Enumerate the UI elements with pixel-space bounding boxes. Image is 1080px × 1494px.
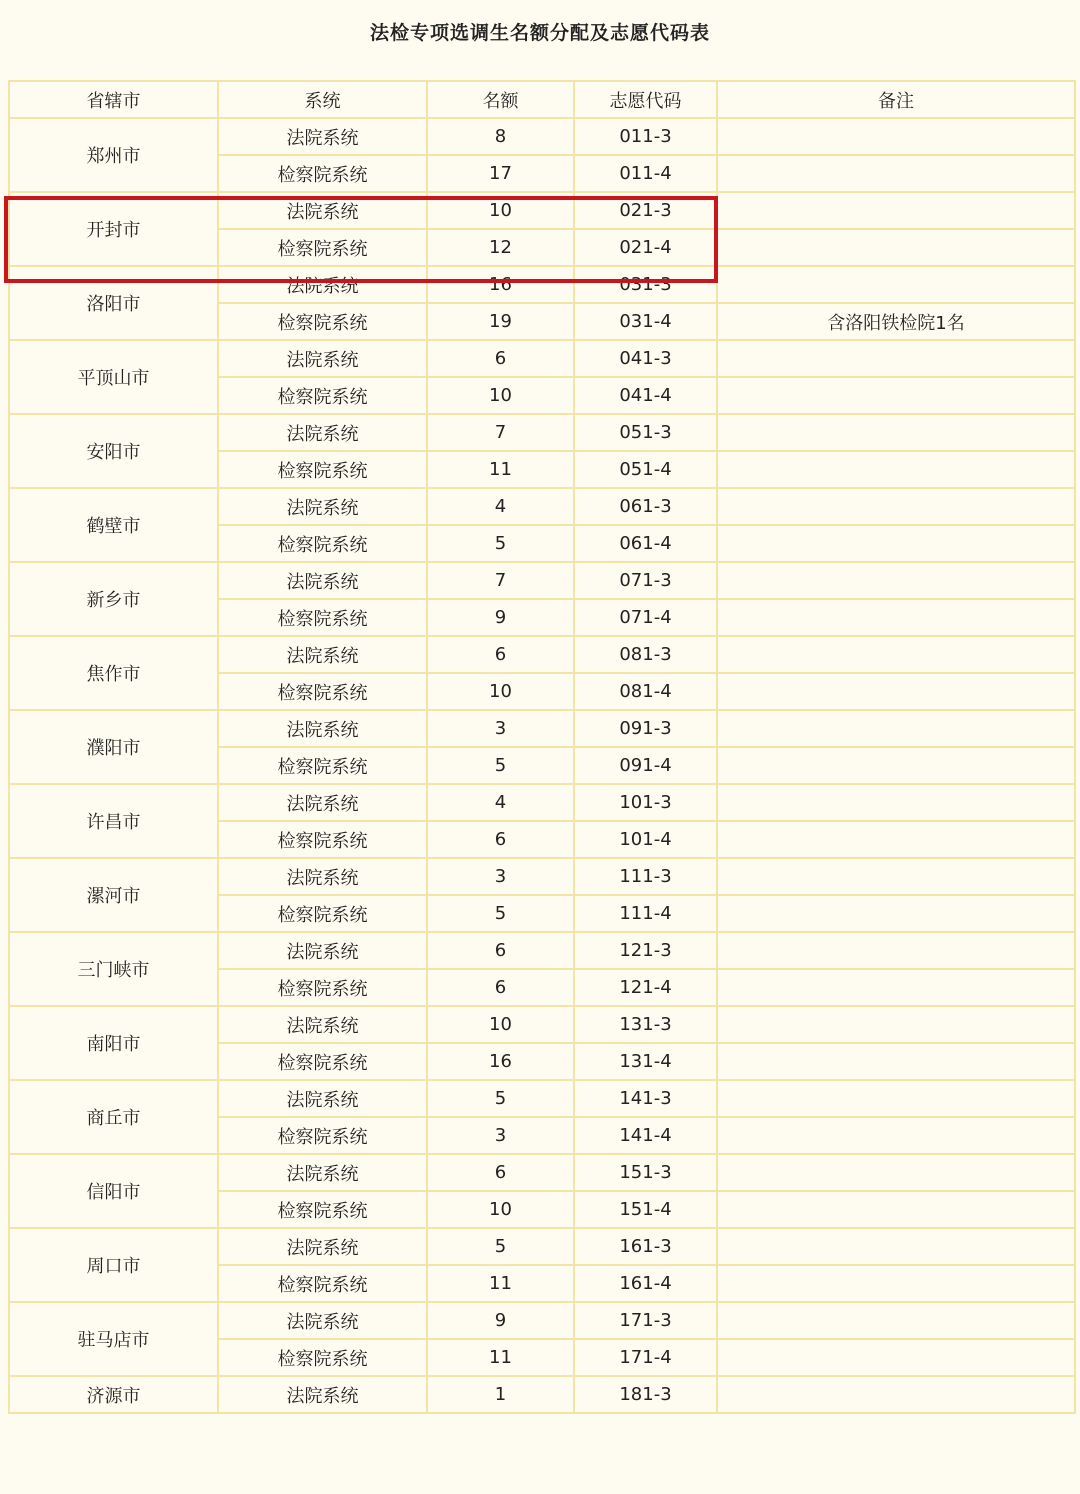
quota-cell: 16 bbox=[427, 1043, 574, 1080]
quota-cell: 1 bbox=[427, 1376, 574, 1413]
note-cell bbox=[717, 155, 1075, 192]
system-cell: 法院系统 bbox=[218, 488, 427, 525]
system-cell: 法院系统 bbox=[218, 1154, 427, 1191]
table-row bbox=[9, 1080, 1075, 1117]
header-city: 省辖市 bbox=[9, 81, 218, 118]
code-cell: 161-3 bbox=[574, 1228, 717, 1265]
code-cell: 151-4 bbox=[574, 1191, 717, 1228]
quota-cell: 6 bbox=[427, 932, 574, 969]
city-cell: 三门峡市 bbox=[9, 932, 218, 1006]
note-cell bbox=[717, 377, 1075, 414]
system-cell: 检察院系统 bbox=[218, 1117, 427, 1154]
quota-cell: 9 bbox=[427, 1302, 574, 1339]
note-cell bbox=[717, 710, 1075, 747]
code-cell: 041-4 bbox=[574, 377, 717, 414]
system-cell: 检察院系统 bbox=[218, 821, 427, 858]
code-cell: 151-3 bbox=[574, 1154, 717, 1191]
system-cell: 法院系统 bbox=[218, 932, 427, 969]
quota-cell: 5 bbox=[427, 747, 574, 784]
code-cell: 021-4 bbox=[574, 229, 717, 266]
city-cell: 洛阳市 bbox=[9, 266, 218, 340]
code-cell: 081-4 bbox=[574, 673, 717, 710]
system-cell: 检察院系统 bbox=[218, 1191, 427, 1228]
note-cell bbox=[717, 1043, 1075, 1080]
code-cell: 061-3 bbox=[574, 488, 717, 525]
note-cell bbox=[717, 1191, 1075, 1228]
table-row bbox=[9, 266, 1075, 303]
system-cell: 法院系统 bbox=[218, 1228, 427, 1265]
city-cell: 商丘市 bbox=[9, 1080, 218, 1154]
quota-cell: 4 bbox=[427, 488, 574, 525]
quota-cell: 10 bbox=[427, 1191, 574, 1228]
code-cell: 061-4 bbox=[574, 525, 717, 562]
city-cell: 信阳市 bbox=[9, 1154, 218, 1228]
code-cell: 051-3 bbox=[574, 414, 717, 451]
note-cell bbox=[717, 229, 1075, 266]
note-cell bbox=[717, 673, 1075, 710]
note-cell bbox=[717, 414, 1075, 451]
quota-cell: 6 bbox=[427, 636, 574, 673]
system-cell: 法院系统 bbox=[218, 784, 427, 821]
code-cell: 131-3 bbox=[574, 1006, 717, 1043]
city-cell: 驻马店市 bbox=[9, 1302, 218, 1376]
note-cell bbox=[717, 266, 1075, 303]
note-cell: 含洛阳铁检院1名 bbox=[717, 303, 1075, 340]
quota-cell: 10 bbox=[427, 673, 574, 710]
header-quota: 名额 bbox=[427, 81, 574, 118]
system-cell: 法院系统 bbox=[218, 192, 427, 229]
city-cell: 周口市 bbox=[9, 1228, 218, 1302]
system-cell: 法院系统 bbox=[218, 118, 427, 155]
table-row bbox=[9, 118, 1075, 155]
note-cell bbox=[717, 932, 1075, 969]
table-row bbox=[9, 858, 1075, 895]
quota-cell: 5 bbox=[427, 1080, 574, 1117]
city-cell: 濮阳市 bbox=[9, 710, 218, 784]
city-cell: 许昌市 bbox=[9, 784, 218, 858]
quota-cell: 11 bbox=[427, 1265, 574, 1302]
city-cell: 漯河市 bbox=[9, 858, 218, 932]
note-cell bbox=[717, 488, 1075, 525]
code-cell: 111-4 bbox=[574, 895, 717, 932]
system-cell: 检察院系统 bbox=[218, 1043, 427, 1080]
code-cell: 141-4 bbox=[574, 1117, 717, 1154]
system-cell: 检察院系统 bbox=[218, 747, 427, 784]
system-cell: 法院系统 bbox=[218, 636, 427, 673]
system-cell: 检察院系统 bbox=[218, 895, 427, 932]
system-cell: 法院系统 bbox=[218, 710, 427, 747]
city-cell: 南阳市 bbox=[9, 1006, 218, 1080]
system-cell: 检察院系统 bbox=[218, 1265, 427, 1302]
system-cell: 法院系统 bbox=[218, 414, 427, 451]
city-cell: 焦作市 bbox=[9, 636, 218, 710]
code-cell: 021-3 bbox=[574, 192, 717, 229]
city-cell: 济源市 bbox=[9, 1376, 218, 1413]
note-cell bbox=[717, 340, 1075, 377]
system-cell: 法院系统 bbox=[218, 1006, 427, 1043]
quota-cell: 11 bbox=[427, 451, 574, 488]
quota-cell: 3 bbox=[427, 858, 574, 895]
quota-cell: 5 bbox=[427, 895, 574, 932]
city-cell: 安阳市 bbox=[9, 414, 218, 488]
quota-cell: 6 bbox=[427, 1154, 574, 1191]
note-cell bbox=[717, 1117, 1075, 1154]
note-cell bbox=[717, 1339, 1075, 1376]
system-cell: 法院系统 bbox=[218, 858, 427, 895]
quota-cell: 10 bbox=[427, 377, 574, 414]
quota-cell: 6 bbox=[427, 969, 574, 1006]
quota-cell: 7 bbox=[427, 562, 574, 599]
table-row bbox=[9, 1228, 1075, 1265]
code-cell: 101-3 bbox=[574, 784, 717, 821]
code-cell: 141-3 bbox=[574, 1080, 717, 1117]
city-cell: 新乡市 bbox=[9, 562, 218, 636]
city-cell: 开封市 bbox=[9, 192, 218, 266]
quota-cell: 12 bbox=[427, 229, 574, 266]
table-row bbox=[9, 488, 1075, 525]
quota-cell: 6 bbox=[427, 821, 574, 858]
note-cell bbox=[717, 1302, 1075, 1339]
city-cell: 平顶山市 bbox=[9, 340, 218, 414]
code-cell: 161-4 bbox=[574, 1265, 717, 1302]
code-cell: 011-3 bbox=[574, 118, 717, 155]
quota-cell: 6 bbox=[427, 340, 574, 377]
quota-cell: 16 bbox=[427, 266, 574, 303]
system-cell: 法院系统 bbox=[218, 266, 427, 303]
table-row bbox=[9, 636, 1075, 673]
note-cell bbox=[717, 1265, 1075, 1302]
table-row bbox=[9, 710, 1075, 747]
note-cell bbox=[717, 636, 1075, 673]
quota-cell: 5 bbox=[427, 1228, 574, 1265]
table-row bbox=[9, 1154, 1075, 1191]
system-cell: 检察院系统 bbox=[218, 969, 427, 1006]
note-cell bbox=[717, 1080, 1075, 1117]
note-cell bbox=[717, 784, 1075, 821]
quota-cell: 17 bbox=[427, 155, 574, 192]
code-cell: 071-4 bbox=[574, 599, 717, 636]
quota-cell: 5 bbox=[427, 525, 574, 562]
note-cell bbox=[717, 1228, 1075, 1265]
note-cell bbox=[717, 451, 1075, 488]
table-row bbox=[9, 562, 1075, 599]
table-row bbox=[9, 340, 1075, 377]
note-cell bbox=[717, 1154, 1075, 1191]
system-cell: 检察院系统 bbox=[218, 1339, 427, 1376]
code-cell: 041-3 bbox=[574, 340, 717, 377]
code-cell: 031-4 bbox=[574, 303, 717, 340]
note-cell bbox=[717, 969, 1075, 1006]
note-cell bbox=[717, 858, 1075, 895]
quota-table bbox=[8, 80, 1076, 1414]
note-cell bbox=[717, 747, 1075, 784]
code-cell: 101-4 bbox=[574, 821, 717, 858]
note-cell bbox=[717, 525, 1075, 562]
code-cell: 111-3 bbox=[574, 858, 717, 895]
code-cell: 091-3 bbox=[574, 710, 717, 747]
quota-cell: 9 bbox=[427, 599, 574, 636]
city-cell: 郑州市 bbox=[9, 118, 218, 192]
table-row bbox=[9, 932, 1075, 969]
quota-cell: 19 bbox=[427, 303, 574, 340]
system-cell: 法院系统 bbox=[218, 1302, 427, 1339]
code-cell: 091-4 bbox=[574, 747, 717, 784]
note-cell bbox=[717, 192, 1075, 229]
system-cell: 法院系统 bbox=[218, 1376, 427, 1413]
code-cell: 121-4 bbox=[574, 969, 717, 1006]
quota-cell: 3 bbox=[427, 1117, 574, 1154]
header-note: 备注 bbox=[717, 81, 1075, 118]
quota-cell: 3 bbox=[427, 710, 574, 747]
note-cell bbox=[717, 895, 1075, 932]
table-row bbox=[9, 1376, 1075, 1413]
page-title: 法检专项选调生名额分配及志愿代码表 bbox=[369, 22, 710, 44]
quota-cell: 10 bbox=[427, 1006, 574, 1043]
header-row bbox=[9, 81, 1075, 118]
system-cell: 检察院系统 bbox=[218, 673, 427, 710]
code-cell: 071-3 bbox=[574, 562, 717, 599]
table-body bbox=[9, 118, 1075, 1413]
system-cell: 法院系统 bbox=[218, 562, 427, 599]
table-row bbox=[9, 1006, 1075, 1043]
quota-cell: 11 bbox=[427, 1339, 574, 1376]
note-cell bbox=[717, 118, 1075, 155]
system-cell: 检察院系统 bbox=[218, 377, 427, 414]
code-cell: 171-4 bbox=[574, 1339, 717, 1376]
note-cell bbox=[717, 821, 1075, 858]
code-cell: 171-3 bbox=[574, 1302, 717, 1339]
system-cell: 检察院系统 bbox=[218, 229, 427, 266]
system-cell: 法院系统 bbox=[218, 340, 427, 377]
note-cell bbox=[717, 1006, 1075, 1043]
system-cell: 检察院系统 bbox=[218, 451, 427, 488]
system-cell: 检察院系统 bbox=[218, 599, 427, 636]
code-cell: 011-4 bbox=[574, 155, 717, 192]
system-cell: 检察院系统 bbox=[218, 155, 427, 192]
system-cell: 检察院系统 bbox=[218, 525, 427, 562]
code-cell: 081-3 bbox=[574, 636, 717, 673]
city-cell: 鹤壁市 bbox=[9, 488, 218, 562]
note-cell bbox=[717, 562, 1075, 599]
note-cell bbox=[717, 1376, 1075, 1413]
quota-cell: 4 bbox=[427, 784, 574, 821]
code-cell: 131-4 bbox=[574, 1043, 717, 1080]
table-row bbox=[9, 414, 1075, 451]
header-code: 志愿代码 bbox=[574, 81, 717, 118]
system-cell: 法院系统 bbox=[218, 1080, 427, 1117]
table-row bbox=[9, 192, 1075, 229]
table-row bbox=[9, 784, 1075, 821]
system-cell: 检察院系统 bbox=[218, 303, 427, 340]
quota-cell: 7 bbox=[427, 414, 574, 451]
quota-cell: 8 bbox=[427, 118, 574, 155]
code-cell: 051-4 bbox=[574, 451, 717, 488]
table-row bbox=[9, 1302, 1075, 1339]
code-cell: 121-3 bbox=[574, 932, 717, 969]
code-cell: 031-3 bbox=[574, 266, 717, 303]
note-cell bbox=[717, 599, 1075, 636]
code-cell: 181-3 bbox=[574, 1376, 717, 1413]
quota-cell: 10 bbox=[427, 192, 574, 229]
header-system: 系统 bbox=[218, 81, 427, 118]
